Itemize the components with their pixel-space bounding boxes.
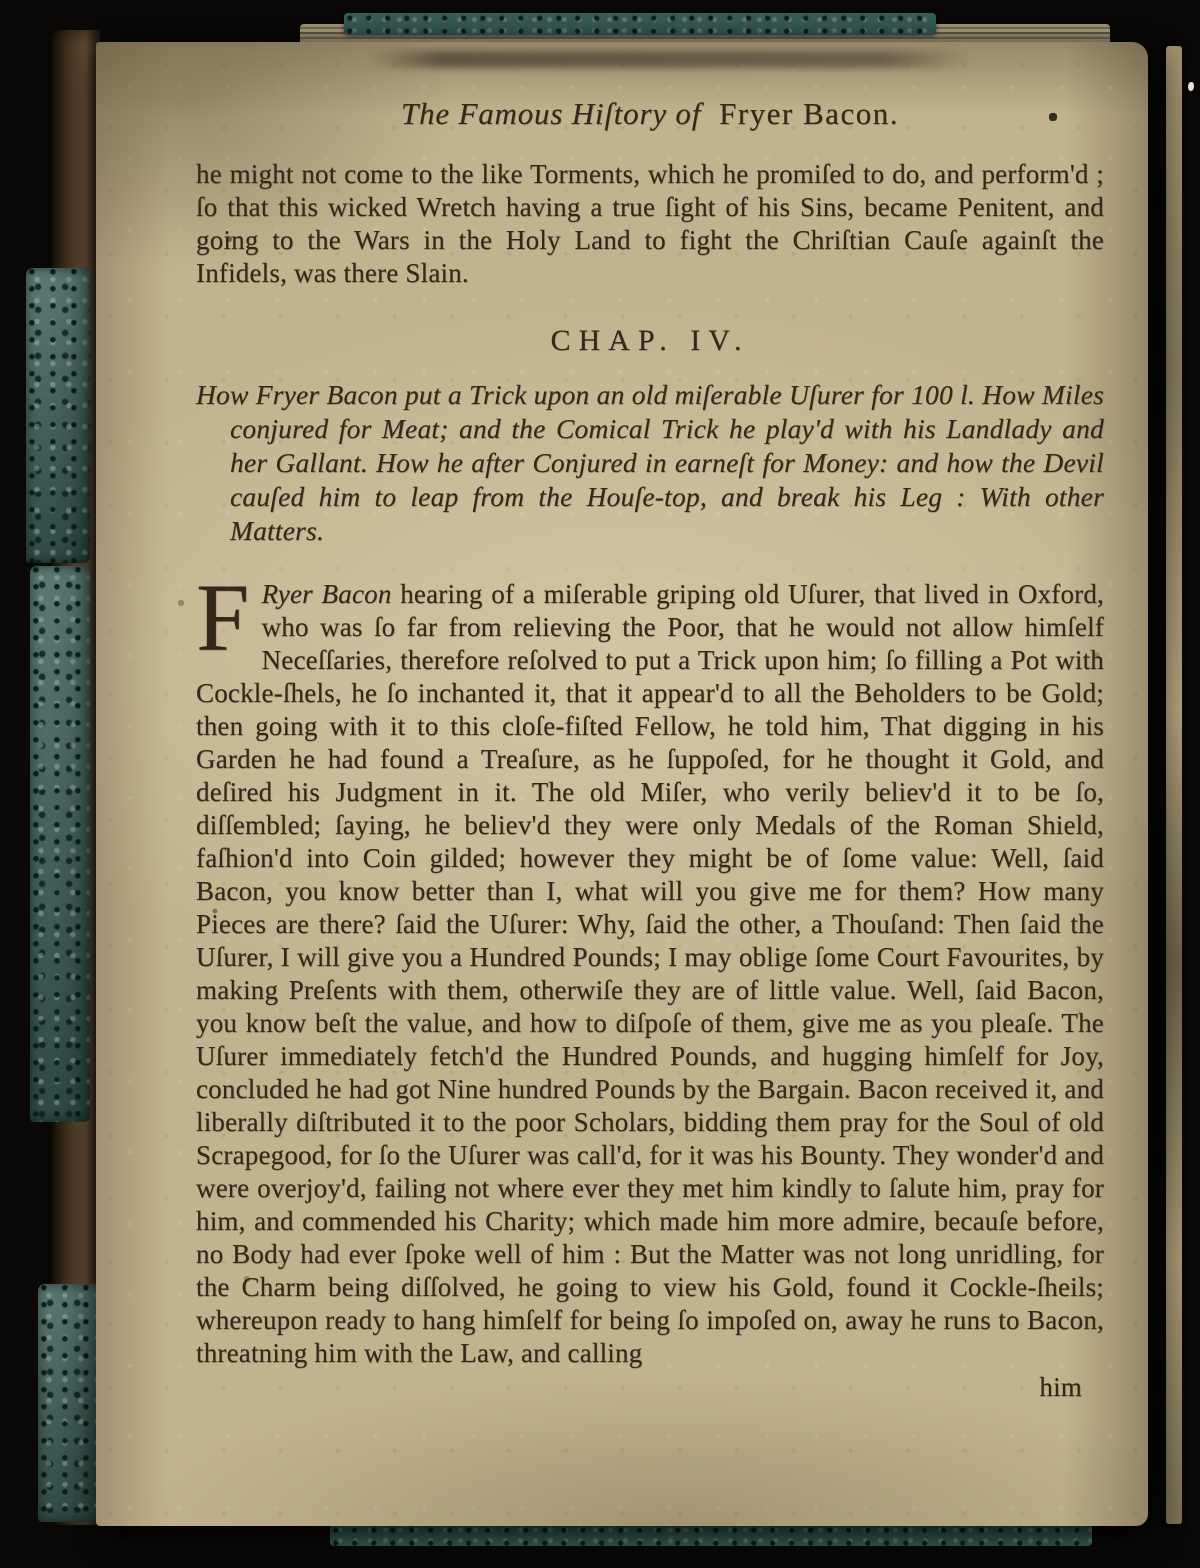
running-title-italic: The Famous Hiſtory of [401,96,702,131]
paper-fleck [1188,82,1194,91]
body-lead-italic: Ryer Bacon [261,579,392,609]
opening-paragraph: he might not come to the like Torments, which he promiſed to do, and perform'd ; ſo that this wicked Wretch having a true ſight of his Sins, became Penitent, and going to the Wars in the Holy Land to fight the Chriſtian Cauſe againſt the Infidels, was there Slain. [196,159,1104,288]
chapter-summary: How Fryer Bacon put a Trick upon an old miſerable Uſurer for 100 l. How Miles conjured for Meat; and the Comical Trick he play'd with his Landlady and her Gallant. How he after Conjured in earneſt for Money: and how the Devil cauſed him to leap from the Houſe-top, and break his Leg : With other Matters. [196,379,1104,546]
running-title-roman: Fryer Bacon. [719,96,899,131]
body-text-run: hearing of a miſerable griping old Uſurer, that lived in Oxford, who was ſo far from relieving the Poor, that he would not allow himſelf Neceſſaries, therefore reſolved to put a Trick upon him; ſo filling a Pot with Cockle-ſhels, he ſo inchanted it, that it appear'd to all the Beholders to be Gold; then going with it to this cloſe-fiſted Fellow, he told him, That digging in his Garden he had found a Treaſure, as he ſuppoſed, for he thought it Gold, and deſired his Judgment in it. The old Miſer, who verily believ'd it to be ſo, diſſembled; ſaying, he believ'd they were only Medals of the Roman Shield, faſhion'd into Coin gilded; however they might be of ſome value: Well, ſaid Bacon, you know better than I, what will you give me for them? How many Pieces are there? ſaid the Uſurer: Why, ſaid the other, a Thouſand: Then ſaid the Uſurer, I will give you a Hundred Pounds; I may oblige ſome Court Favourites, by making Preſents with them, otherwiſe they are of little value. Well, ſaid Bacon, you know beſt the value, and how to diſpoſe of them, give me as you pleaſe. The Uſurer immediately fetch'd the Hundred Pounds, and hugging himſelf for Joy, concluded he had got Nine hundred Pounds by the Bargain. Bacon received it, and liberally diſtributed it to the poor Scholars, bidding them pray for the Soul of old Scrapegood, for ſo the Uſurer was call'd, for it was his Bounty. They wonder'd and were overjoy'd, failing not where ever they met him kindly to ſalute him, pray for him, and commended his Charity; which made him more admire, becauſe before, no Body had ever ſpoke well of him : But the Matter was not long unridling, for the Charm being diſſolved, he going to view his Gold, found it Cockle-ſheils; whereupon ready to hang himſelf for being ſo impoſed on, away he runs to Bacon, threatning him with the Law, and calling [196,579,1104,1368]
foxing-specks [96,42,98,44]
book-page [96,42,1148,1526]
marbled-edge-top [344,13,936,35]
marbled-paper-left-bottom [38,1284,102,1522]
drop-cap-letter: F [196,564,250,671]
show-through-title-smudge [368,51,974,68]
page-edge-right [1166,46,1182,1524]
catchword: him [1039,1372,1082,1402]
marbled-paper-left-middle [30,566,90,1122]
running-title [196,96,1104,132]
marbled-paper-left-top [26,268,90,563]
chapter-heading: CHAP. IV. [550,324,750,357]
body-paragraph [196,564,1104,1370]
